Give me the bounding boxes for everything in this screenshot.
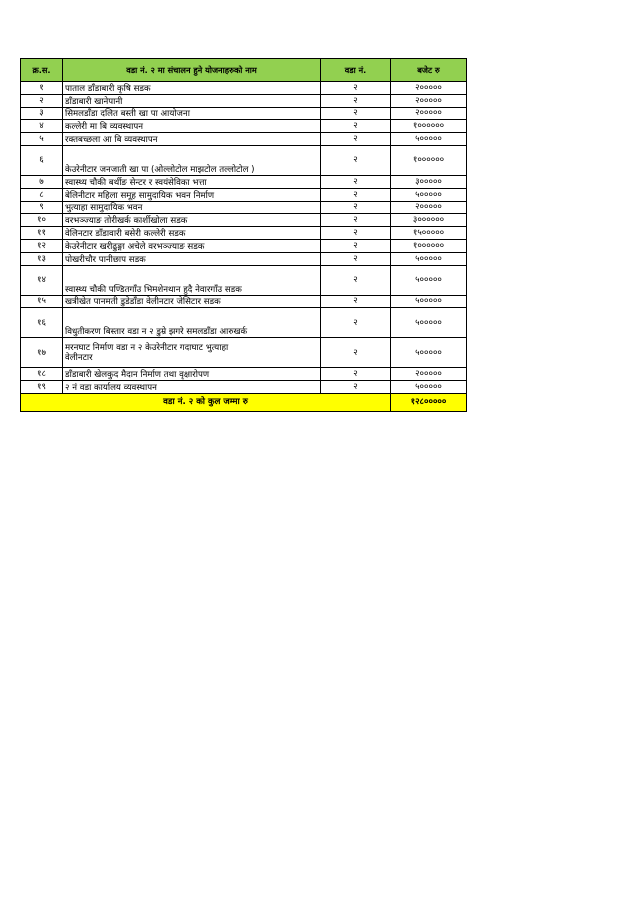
total-row	[21, 393, 467, 411]
ward-cell: २	[321, 201, 391, 214]
budget-cell: १००००००	[391, 145, 467, 175]
total-label: वडा नं. २ को कुल जम्मा रु	[21, 393, 391, 411]
table-row	[21, 265, 467, 295]
project-name-cell: पोखरीचौर पानीछाप सडक	[63, 252, 321, 265]
serial-cell: ९	[21, 201, 63, 214]
header-budget: बजेट रु	[391, 59, 467, 82]
ward-cell: २	[321, 107, 391, 120]
project-name-cell: केउरेनीटार खरीढुङ्गा अचेले वरभञ्ज्याङ सडक	[63, 239, 321, 252]
serial-cell: ३	[21, 107, 63, 120]
ward-cell: २	[321, 308, 391, 338]
table-row	[21, 107, 467, 120]
project-name-cell: वरभञ्ज्याङ तोरीखर्क कार्शीखोला सडक	[63, 214, 321, 227]
ward-cell: २	[321, 227, 391, 240]
budget-cell: ५०००००	[391, 252, 467, 265]
serial-cell: १३	[21, 252, 63, 265]
ward-cell: २	[321, 295, 391, 308]
table-row	[21, 201, 467, 214]
project-name-cell: विधुतीकरण बिस्तार वडा न २ डुम्रे झगरे समलडाँडा आरुखर्क	[63, 308, 321, 338]
serial-cell: १०	[21, 214, 63, 227]
project-name-cell: वेलिनटार डाँडावारी बसेरी कल्लेरी सडक	[63, 227, 321, 240]
ward-cell: २	[321, 175, 391, 188]
project-name-line: मरनघाट निर्माण वडा न २ केउरेनीटार गदाघाट भुत्याहा	[65, 342, 229, 353]
serial-cell: १	[21, 82, 63, 95]
ward-cell: २	[321, 214, 391, 227]
serial-cell: १६	[21, 308, 63, 338]
table-row	[21, 82, 467, 95]
table-row	[21, 120, 467, 133]
project-name-cell: स्वास्थ्य चौकी बर्थीङ सेन्टर र स्वयंसेविका भत्ता	[63, 175, 321, 188]
serial-cell: ५	[21, 133, 63, 146]
ward-cell: २	[321, 82, 391, 95]
budget-cell: ५०००००	[391, 308, 467, 338]
table-row	[21, 252, 467, 265]
serial-cell: ७	[21, 175, 63, 188]
table-row	[21, 227, 467, 240]
ward-cell: २	[321, 120, 391, 133]
budget-cell: ५०००००	[391, 188, 467, 201]
ward-cell: २	[321, 188, 391, 201]
budget-table	[20, 58, 467, 412]
serial-cell: ११	[21, 227, 63, 240]
ward-cell: २	[321, 338, 391, 368]
budget-cell: ३००००००	[391, 214, 467, 227]
table-row	[21, 133, 467, 146]
project-name-cell: २ नं वडा कार्यालय व्यवस्थापन	[63, 381, 321, 394]
serial-cell: ४	[21, 120, 63, 133]
table-row	[21, 295, 467, 308]
budget-cell: ५०००००	[391, 295, 467, 308]
serial-cell: १४	[21, 265, 63, 295]
serial-cell: १८	[21, 368, 63, 381]
serial-cell: १९	[21, 381, 63, 394]
table-row	[21, 381, 467, 394]
project-name-cell: खत्रीखेत पानमती डुडेडाँडा वेलीनटार जेसिटार सडक	[63, 295, 321, 308]
table-row	[21, 239, 467, 252]
budget-cell: २०००००	[391, 368, 467, 381]
header-project-name: वडा नं. २ मा संचालन हुने योजनाहरुको नाम	[63, 59, 321, 82]
table-header-row	[21, 59, 467, 82]
project-name-cell: भुत्याहा सामुदायिक भवन	[63, 201, 321, 214]
serial-cell: १२	[21, 239, 63, 252]
project-name-line: वेलीनटार	[65, 352, 93, 363]
header-ward: वडा नं.	[321, 59, 391, 82]
ward-cell: २	[321, 133, 391, 146]
table-row	[21, 94, 467, 107]
header-serial: क्र.स.	[21, 59, 63, 82]
total-amount: १२८०००००	[391, 393, 467, 411]
ward-cell: २	[321, 265, 391, 295]
serial-cell: २	[21, 94, 63, 107]
ward-cell: २	[321, 145, 391, 175]
serial-cell: १५	[21, 295, 63, 308]
ward-cell: २	[321, 239, 391, 252]
budget-cell: २०००००	[391, 201, 467, 214]
project-name-cell: कल्लेरी मा बि व्यवस्थापन	[63, 120, 321, 133]
table-row	[21, 188, 467, 201]
project-name-cell: केउरेनीटार जनजाती खा पा (ओल्लोटोल माझटोल तल्लोटोल )	[63, 145, 321, 175]
ward-cell: २	[321, 381, 391, 394]
project-name-cell	[63, 338, 321, 368]
budget-cell: २०००००	[391, 107, 467, 120]
budget-cell: ५०००००	[391, 133, 467, 146]
table-row	[21, 308, 467, 338]
ward-cell: २	[321, 368, 391, 381]
serial-cell: ६	[21, 145, 63, 175]
project-name-cell: डाँडाबारी खेलकुद मैदान निर्माण तथा वृक्षारोपण	[63, 368, 321, 381]
budget-cell: १५०००००	[391, 227, 467, 240]
table-row	[21, 145, 467, 175]
budget-cell: २०००००	[391, 82, 467, 95]
budget-cell: ५०००००	[391, 381, 467, 394]
budget-cell: १००००००	[391, 120, 467, 133]
serial-cell: १७	[21, 338, 63, 368]
project-name-cell: सिमलडाँडा दलित बस्ती खा पा आयोजना	[63, 107, 321, 120]
project-name-cell: रक्तबच्छला आ बि व्यवस्थापन	[63, 133, 321, 146]
project-name-cell: पाताल डाँडाबारी कृषि सडक	[63, 82, 321, 95]
budget-cell: ३०००००	[391, 175, 467, 188]
budget-cell: ५०००००	[391, 338, 467, 368]
table-row	[21, 368, 467, 381]
project-name-cell: बेलिनीटार महिला समूह सामुदायिक भवन निर्माण	[63, 188, 321, 201]
project-name-cell: स्वास्थ्य चौकी पण्डितगाँउ भिमशेनथान हुदै नेवारगाँउ सडक	[63, 265, 321, 295]
table-row	[21, 214, 467, 227]
ward-cell: २	[321, 94, 391, 107]
serial-cell: ८	[21, 188, 63, 201]
budget-cell: ५०००००	[391, 265, 467, 295]
budget-cell: २०००००	[391, 94, 467, 107]
project-name-cell: डाँडाबारी खानेपानी	[63, 94, 321, 107]
budget-cell: १००००००	[391, 239, 467, 252]
table-row	[21, 338, 467, 368]
ward-cell: २	[321, 252, 391, 265]
table-row	[21, 175, 467, 188]
